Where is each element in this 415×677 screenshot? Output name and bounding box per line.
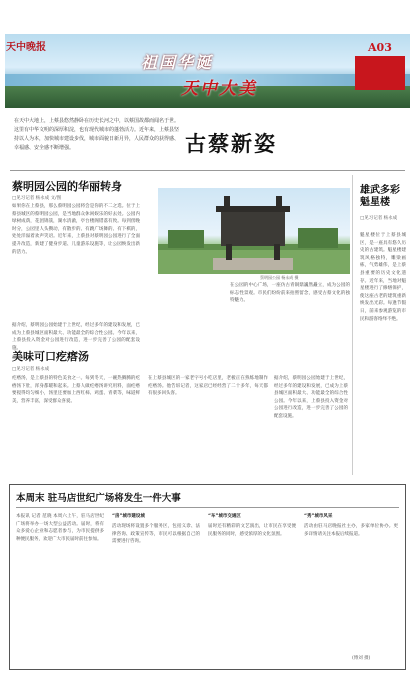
banner-slogan-line2: 天中大美 — [181, 79, 257, 99]
news-box-body: 本报讯 记者 范晓 本周六上午，驻马店世纪广场将举办一场大型公益活动。届时，将有众多爱心企业和志愿者参与，为市民提供多种便民服务，欢迎广大市民届时前往参加。 — [16, 514, 104, 542]
photo-caption: 蔡明园公园 杨永成 摄 — [260, 275, 299, 280]
article-title: 美味可口疙瘩汤 — [12, 350, 89, 363]
section-divider — [10, 170, 405, 171]
article-title: 雄武多彩魁星楼 — [360, 185, 400, 208]
news-box-subtitle: “秀”城市风采 — [304, 514, 333, 519]
article-title: 蔡明园公园的华丽转身 — [12, 180, 122, 193]
article-body: 在公园的中心广场，一座仿古青铜鼎巍然矗立，成为公园的标志性景观。市民们纷纷前来拍照留念，感受古蔡文化的独特魅力。 — [230, 283, 350, 304]
intro-paragraph: 在天中大地上，上蔡县悠然静卧在历史长河之中，以蔡国故都而闻名于世。这里有中华文明的深厚积淀，也有现代城市的蓬勃活力。近年来，上蔡县坚持以人为本，加快城市建设步伐，城市面貌日新月异，人民群众的获得感、幸福感、安全感不断增强。 — [14, 118, 180, 151]
news-box — [9, 484, 406, 670]
article-byline: □见习记者 杨永成 — [12, 367, 50, 372]
article-byline: □见习记者 杨永成 文/图 — [12, 196, 62, 201]
masthead: 天中晚报 — [6, 42, 46, 53]
news-box-body: 活动现场将设置多个服务区，包括义诊、法律咨询、政策宣传等，市民可以根据自己的需要进行咨询。 — [112, 524, 200, 545]
news-box-body: 届时还有精彩的文艺演出，让市民在享受便民服务的同时，感受浓厚的文化氛围。 — [208, 524, 296, 537]
photo-drawing — [158, 188, 350, 274]
banner-slogan-line1: 祖国华诞 — [141, 53, 214, 72]
article-body: 据介绍，蔡明园公园始建于上世纪，经过多年的建设和发展，已成为上蔡县城区面积最大、功能最全的综合性公园。今年以来，上蔡县投入资金对公园进行改造，进一步完善了公园的配套设施。 — [274, 376, 348, 419]
page-number: A03 — [368, 41, 392, 54]
page-headline: 古蔡新姿 — [185, 132, 277, 156]
article-body: 魁星楼位于上蔡县城区，是一座具有悠久历史的古建筑。魁星楼建筑风格独特，雕梁画栋，气势雄伟，是上蔡县重要的历史文化遗存。近年来，当地对魁星楼进行了修缮保护，使这座古老的建筑重新焕发出光彩。每逢节假日，前来参观游览的市民和游客络绎不绝。 — [360, 233, 406, 322]
news-box-title: 本周末 驻马店世纪广场将发生一件大事 — [16, 493, 181, 504]
news-box-subtitle: “车”城市交通区 — [208, 514, 241, 519]
article-body: 据介绍，蔡明园公园始建于上世纪，经过多年的建设和发展，已成为上蔡县城区面积最大、功能最全的综合性公园。今年以来，上蔡县投入资金对公园进行改造，进一步完善了公园的配套设施。 — [12, 323, 140, 351]
column-divider — [352, 175, 353, 475]
bronze-ding-photo — [158, 188, 350, 274]
article-body: 在上蔡县城区的一家老字号小吃店里，老板正在熟练地制作疙瘩汤。他告诉记者，这家店已经经营了二十多年，每天都有很多回头客。 — [148, 376, 268, 397]
article-body: 疙瘩汤，是上蔡县的特色美食之一。每到冬天，一碗热腾腾的疙瘩汤下肚，浑身都暖和起来。上蔡人做疙瘩汤讲究用料，面疙瘩要搅得均匀细小，汤里还要加上西红柿、鸡蛋、青菜等，味道鲜美，营养丰富，深受群众喜爱。 — [12, 376, 140, 404]
news-box-subtitle: “房”城市建设城 — [112, 514, 145, 519]
news-box-footer: (傅刘 摄) — [352, 656, 371, 661]
article-body: 如果你在上蔡县，那么蔡明园公园将会是你的不二之选。位于上蔡县城区的蔡明园公园，是当地群众休闲娱乐的好去处。公园内绿树成荫，花团锦簇，湖水清澈，亭台楼阁错落有致。每到傍晚时分，公园里人头攒动，有散步的、有跳广场舞的、有下棋的，处处洋溢着欢声笑语。近年来，上蔡县对蔡明园公园进行了全面提升改造，新建了健身步道、儿童游乐设施等，让公园焕发出新的活力。 — [12, 204, 140, 255]
news-box-body: 活动由驻马店晚报社主办，多家单位协办。更多详情请关注本报后续报道。 — [304, 524, 398, 537]
date-box — [355, 56, 405, 90]
article-byline: □见习记者 杨永成 — [360, 216, 398, 221]
news-box-divider — [16, 507, 399, 508]
